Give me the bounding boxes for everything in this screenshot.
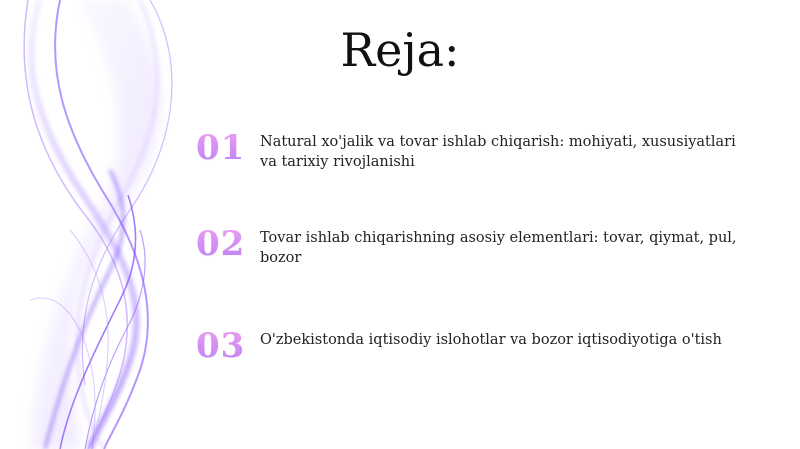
item-number-3: 03 bbox=[196, 326, 252, 366]
item-text-3: O'zbekistonda iqtisodiy islohotlar va bozor iqtisodiyotiga o'tish bbox=[260, 332, 722, 348]
item-text-1: Natural xo'jalik va tovar ishlab chiqarish: mohiyati, xususiyatlari va tarixiy rivojlanishi bbox=[260, 134, 736, 170]
item-number-2: 02 bbox=[196, 224, 252, 264]
item-text-2: Tovar ishlab chiqarishning asosiy elementlari: tovar, qiymat, pul, bozor bbox=[260, 230, 737, 266]
item-number-1: 01 bbox=[196, 128, 252, 168]
plan-item-1 bbox=[196, 128, 756, 188]
plan-item-3 bbox=[196, 326, 756, 386]
plan-item-2 bbox=[196, 224, 756, 284]
slide-title: Reja: bbox=[340, 23, 460, 77]
